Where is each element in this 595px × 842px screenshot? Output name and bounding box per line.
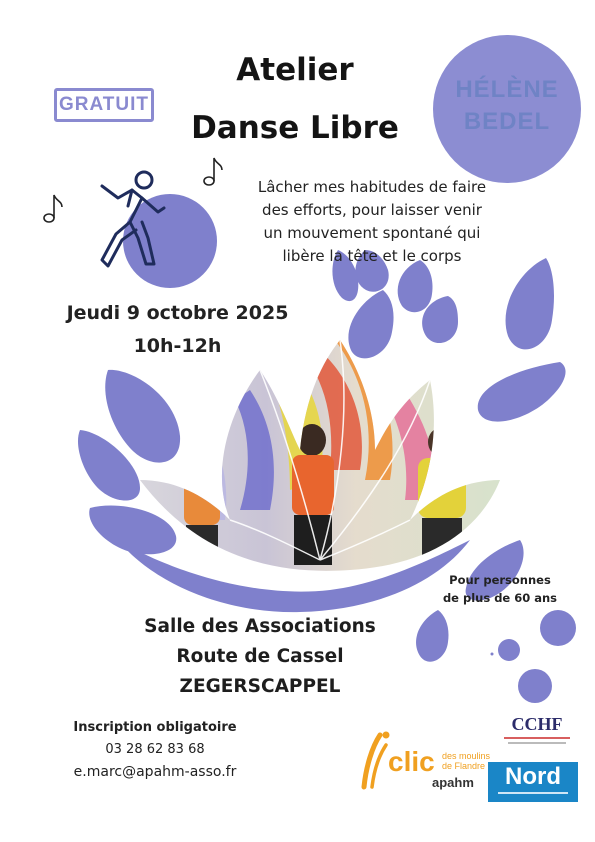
apahm-wordmark: apahm (432, 775, 474, 790)
dancer-icon (92, 168, 172, 272)
contact (40, 717, 270, 783)
blob-dot (540, 610, 576, 646)
description-line: libère la tête et le corps (282, 247, 462, 265)
event-time: 10h-12h (133, 335, 222, 357)
venue-street: Route de Cassel (176, 646, 344, 667)
presenter-first-name: HÉLÈNE (455, 76, 559, 103)
clic-sub1: des moulins (442, 751, 491, 761)
nord-logo (488, 762, 578, 802)
registration-note: Inscription obligatoire (73, 720, 237, 735)
nord-tagline-bar (498, 792, 568, 794)
photo-dancers (140, 330, 500, 580)
clic-logo (356, 727, 491, 797)
music-note-icon (202, 154, 224, 188)
description-line: un mouvement spontané qui (263, 224, 481, 242)
blob-dot (491, 653, 494, 656)
blob-dot (518, 669, 552, 703)
description (222, 176, 522, 268)
audience-line: Pour personnes (449, 573, 551, 587)
free-badge: GRATUIT (54, 88, 154, 122)
event-date: Jeudi 9 octobre 2025 (66, 302, 289, 324)
blob-drop (506, 258, 554, 349)
audience-line: de plus de 60 ans (442, 591, 558, 605)
cchf-wordmark: CCHF (511, 714, 563, 734)
blob-dot (498, 639, 520, 661)
cchf-logo (498, 710, 576, 750)
clic-sub2: de Flandre (442, 761, 486, 771)
title-line1: Atelier (236, 52, 354, 88)
presenter-last-name: BEDEL (463, 108, 551, 135)
clic-wordmark: clic (388, 746, 435, 777)
blob-drop (416, 610, 448, 662)
description-line: des efforts, pour laisser venir (262, 201, 482, 219)
venue (120, 612, 400, 702)
phone-number: 03 28 62 83 68 (105, 742, 205, 757)
email-address: e.marc@apahm-asso.fr (73, 764, 237, 780)
venue-town: ZEGERSCAPPEL (179, 676, 341, 697)
venue-name: Salle des Associations (144, 616, 376, 637)
audience-note (430, 571, 570, 607)
music-note-icon (42, 191, 64, 225)
description-line: Lâcher mes habitudes de faire (257, 178, 487, 196)
nord-wordmark: Nord (505, 763, 561, 790)
title-line2: Danse Libre (191, 110, 399, 146)
